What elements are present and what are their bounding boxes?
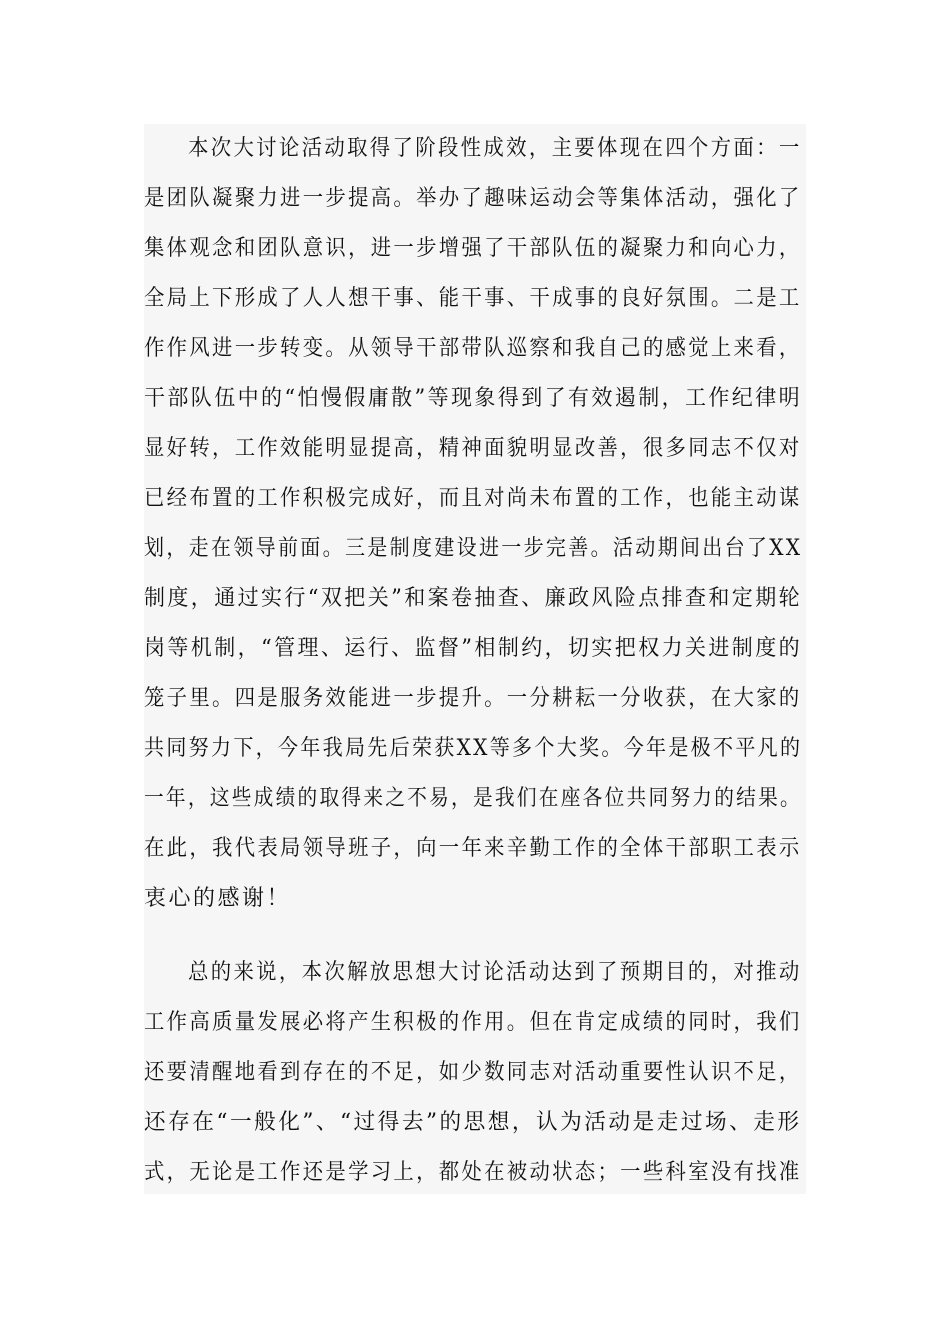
text-line: 还存在“一般化”、“过得去”的思想，认为活动是走过场、走形 (144, 1110, 802, 1135)
text-line: 已经布置的工作积极完成好，而且对尚未布置的工作，也能主动谋 (144, 486, 802, 511)
text-line: 本次大讨论活动取得了阶段性成效，主要体现在四个方面：一 (188, 136, 802, 161)
text-line: 总的来说，本次解放思想大讨论活动达到了预期目的，对推动 (188, 960, 802, 985)
text-line: 还要清醒地看到存在的不足，如少数同志对活动重要性认识不足， (144, 1060, 802, 1085)
text-line: 衷心的感谢！ (144, 886, 292, 911)
text-line: 干部队伍中的“怕慢假庸散”等现象得到了有效遏制，工作纪律明 (144, 386, 802, 411)
text-line: 划，走在领导前面。三是制度建设进一步完善。活动期间出台了XX (144, 536, 803, 561)
text-line: 共同努力下，今年我局先后荣获XX等多个大奖。今年是极不平凡的 (144, 736, 803, 761)
text-line: 制度，通过实行“双把关”和案卷抽查、廉政风险点排查和定期轮 (144, 586, 802, 611)
text-line: 岗等机制，“管理、运行、监督”相制约，切实把权力关进制度的 (144, 636, 802, 661)
text-line: 显好转，工作效能明显提高，精神面貌明显改善，很多同志不仅对 (144, 436, 802, 461)
text-line: 集体观念和团队意识，进一步增强了干部队伍的凝聚力和向心力， (144, 236, 802, 261)
text-line: 笼子里。四是服务效能进一步提升。一分耕耘一分收获，在大家的 (144, 686, 802, 711)
text-line: 在此，我代表局领导班子，向一年来辛勤工作的全体干部职工表示 (144, 836, 802, 861)
text-line: 一年，这些成绩的取得来之不易，是我们在座各位共同努力的结果。 (144, 786, 802, 811)
paragraph-summary (144, 948, 806, 1194)
text-line: 是团队凝聚力进一步提高。举办了趣味运动会等集体活动，强化了 (144, 186, 802, 211)
text-line: 全局上下形成了人人想干事、能干事、干成事的良好氛围。二是工 (144, 286, 802, 311)
paragraph-achievements (144, 124, 806, 948)
text-line: 式，无论是工作还是学习上，都处在被动状态；一些科室没有找准 (144, 1160, 802, 1185)
text-line: 作作风进一步转变。从领导干部带队巡察和我自己的感觉上来看， (144, 336, 802, 361)
text-line: 工作高质量发展必将产生积极的作用。但在肯定成绩的同时，我们 (144, 1010, 802, 1035)
